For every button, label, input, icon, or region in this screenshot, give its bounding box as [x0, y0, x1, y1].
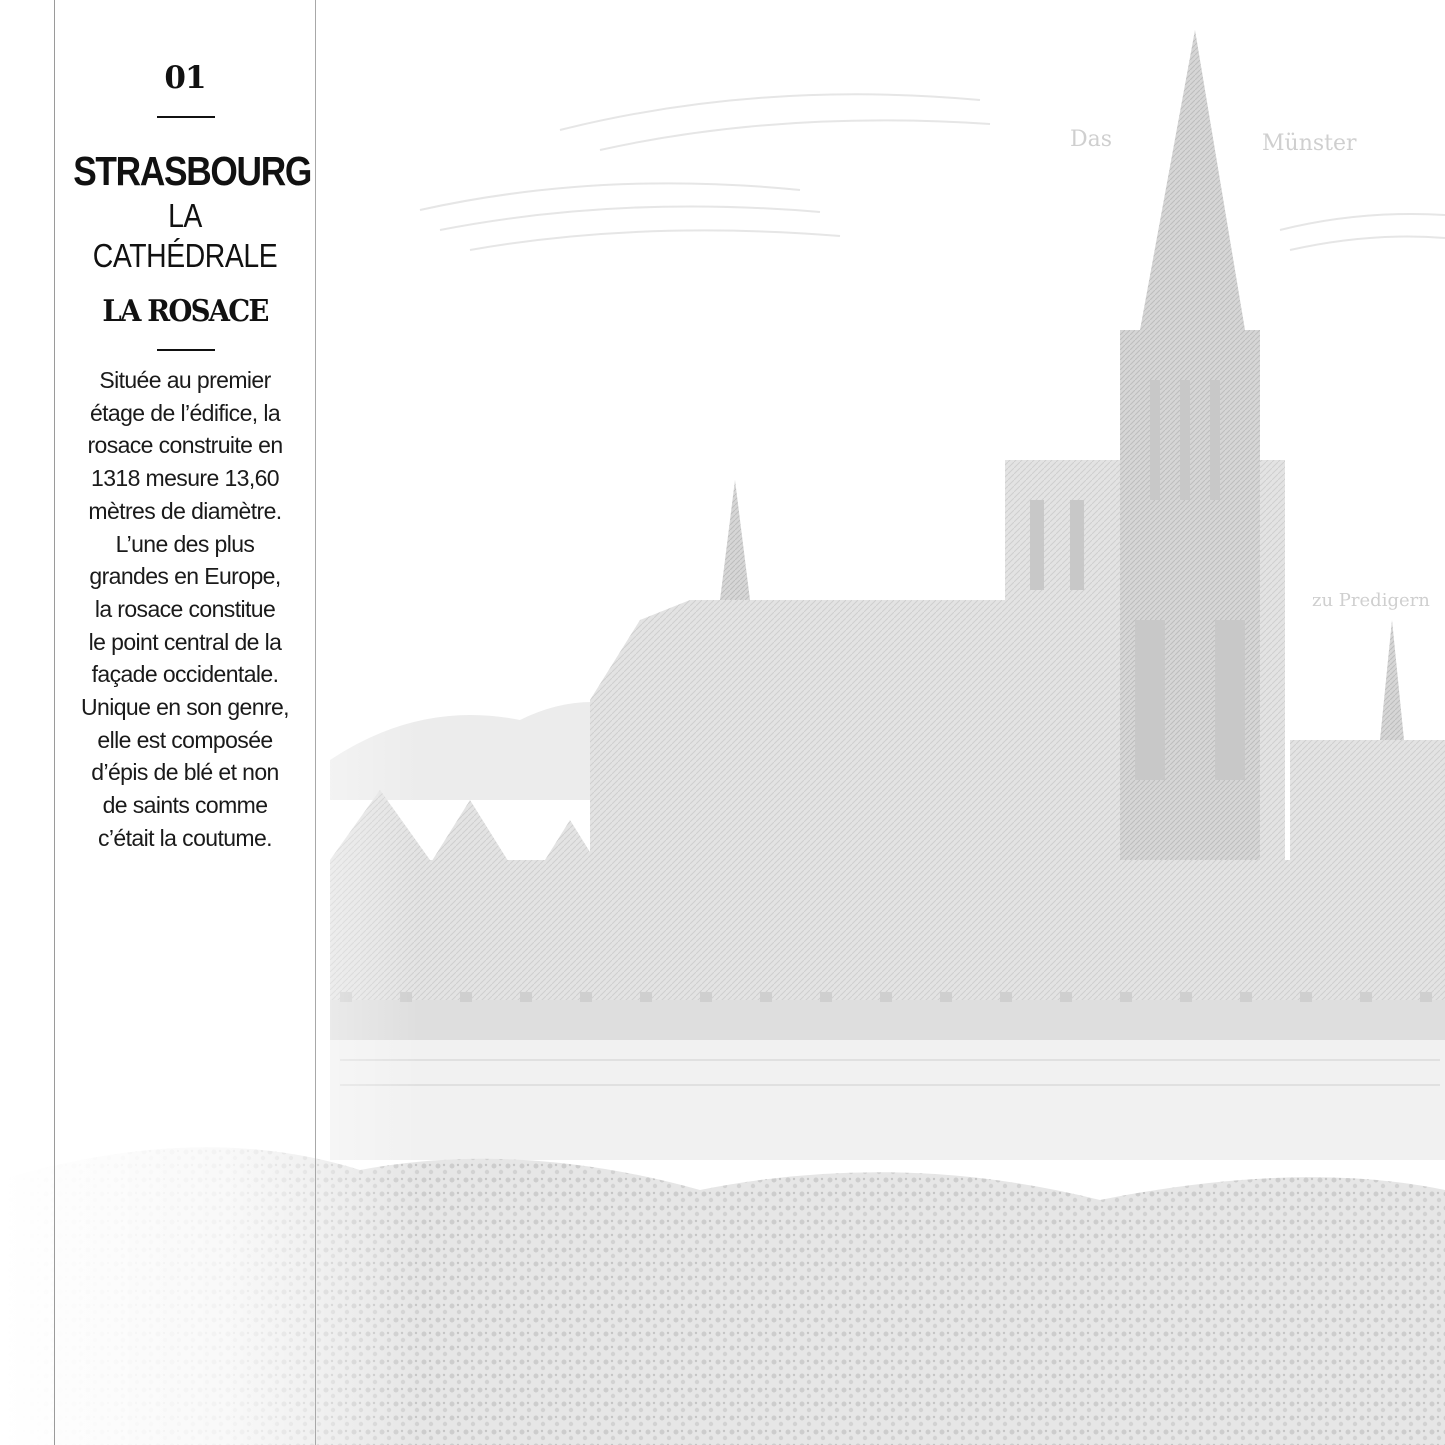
right-spire [1380, 620, 1404, 740]
engraving-label-predigern: zu Predigern [1312, 590, 1430, 611]
sidebar-info-panel [55, 0, 315, 1445]
moat [330, 1040, 1445, 1160]
body-line: Située au premier [99, 367, 271, 393]
body-line: la rosace constitue [94, 595, 276, 622]
place-subtitle: LA CATHÉDRALE [92, 197, 278, 274]
body-line: façade occidentale. [91, 661, 279, 688]
sidebar-divider-line [315, 0, 316, 1445]
right-church [1290, 740, 1445, 880]
city-title: STRASBOURG [73, 148, 312, 194]
body-line: le point central de la [88, 628, 282, 655]
cathedral-spire [1140, 30, 1245, 330]
body-line: étage de l’édifice, la [89, 399, 281, 426]
section-body [55, 364, 315, 855]
body-line: mètres de diamètre. [88, 497, 282, 524]
body-line: d’épis de blé et non [91, 759, 279, 786]
city-wall [330, 1000, 1445, 1040]
small-spire [720, 480, 750, 600]
rule-heading [157, 349, 215, 351]
body-line: c’était la coutume. [98, 824, 272, 851]
body-line: L’une des plus [115, 530, 255, 557]
body-line: rosace construite en [87, 432, 283, 459]
cathedral-nave [590, 600, 1010, 880]
entry-number: 01 [164, 60, 206, 96]
body-line: grandes en Europe, [89, 563, 281, 590]
engraving-label-das: Das [1070, 127, 1113, 152]
body-line: Unique en son genre, [81, 694, 289, 721]
body-line: 1318 mesure 13,60 [91, 465, 279, 492]
section-heading: LA ROSACE [102, 294, 268, 329]
body-line: de saints comme [102, 792, 268, 819]
body-line: elle est composée [97, 726, 273, 753]
rule-top [157, 116, 215, 118]
sky-hatching [420, 94, 1445, 250]
engraving-label-munster: Münster [1262, 131, 1357, 156]
